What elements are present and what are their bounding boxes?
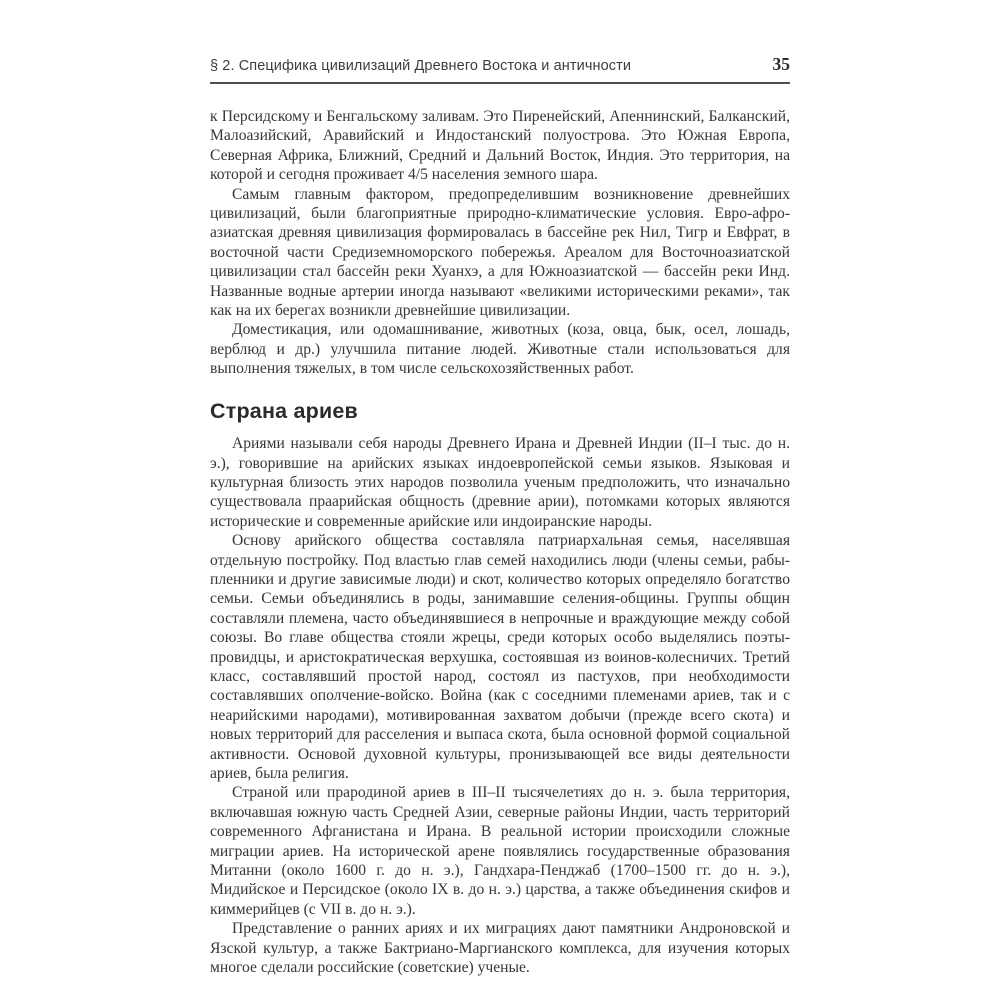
content-column <box>210 54 790 977</box>
page-body <box>210 107 790 977</box>
paragraph: Самым главным фактором, предопределившим возникновение древнейших цивилизаций, были благоприятные природно-климатические условия. Евро-афро-азиатская древняя цивилизация формировалась в бассейне рек Нил, Тигр и Евфрат, в восточной части Средиземноморского побережья. Ареалом для Восточноазиатской цивилизации стал бассейн реки Хуанхэ, а для Южноазиатской — бассейн реки Инд. Названные водные артерии иногда называют «великими историческими реками», так как на их берегах возникли древнейшие цивилизации. <box>210 185 790 320</box>
paragraph: к Персидскому и Бенгальскому заливам. Это Пиренейский, Апеннинский, Балканский, Малоазийский, Аравийский и Индостанский полуострова. Это Южная Европа, Северная Африка, Ближний, Средний и Дальний Восток, Индия. Это территория, на которой и сегодня проживает 4/5 населения земного шара. <box>210 108 790 184</box>
section-heading: Страна ариев <box>210 398 358 423</box>
paragraph: Основу арийского общества составляла патриархальная семья, населявшая отдельную постройку. Под властью глав семей находились люди (члены семьи, рабы-пленники и другие зависимые люди) и скот, количество которых определяло богатство семьи. Семьи объединялись в роды, занимавшие селения-общины. Группы общин составляли племена, часто объединявшиеся в непрочные и враждующие между собой союзы. Во главе общества стояли жрецы, среди которых особо выделялись поэты-провидцы, и аристократическая верхушка, состоявшая из воинов-колесничих. Третий класс, составлявший простой народ, состоял из пастухов, при необходимости составлявших ополчение-войско. Война (как с соседними племенами ариев, так и с неарийскими народами), мотивированная захватом добычи (прежде всего скота) и новых территорий для расселения и выпаса скота, была основной формой социальной активности. Основой духовной культуры, пронизывающей все виды деятельности ариев, была религия. <box>210 532 790 782</box>
running-title: § 2. Специфика цивилизаций Древнего Востока и античности <box>210 58 632 74</box>
running-header <box>210 54 790 84</box>
paragraph: Ариями называли себя народы Древнего Ирана и Древней Индии (II–I тыс. до н. э.), говорившие на арийских языках индоевропейской семьи языков. Языковая и культурная близость этих народов позволила ученым предположить, что изначально существовала праарийская общность (древние арии), потомками которых являются исторические и современные арийские или индоиранские народы. <box>210 435 790 530</box>
page-number: 35 <box>772 54 790 74</box>
paragraph: Доместикация, или одомашнивание, животных (коза, овца, бык, осел, лошадь, верблюд и др.) улучшила питание людей. Животные стали использоваться для выполнения тяжелых, в том числе сельскохозяйственных работ. <box>210 321 790 378</box>
paragraph: Представление о ранних ариях и их миграциях дают памятники Андроновской и Язской культур, а также Бактриано-Маргианского комплекса, для изучения которых многое сделали российские (советские) ученые. <box>210 920 790 977</box>
paragraph: Страной или прародиной ариев в III–II тысячелетиях до н. э. была территория, включавшая южную часть Средней Азии, северные районы Индии, часть территорий современного Афганистана и Ирана. В реальной истории происходили сложные миграции ариев. На исторической арене появлялись государственные образования Митанни (около 1600 г. до н. э.), Гандхара-Пенджаб (1700–1500 гг. до н. э.), Мидийское и Персидское (около IX в. до н. э.) царства, а также объединения скифов и киммерийцев (с VII в. до н. э.). <box>210 784 790 918</box>
